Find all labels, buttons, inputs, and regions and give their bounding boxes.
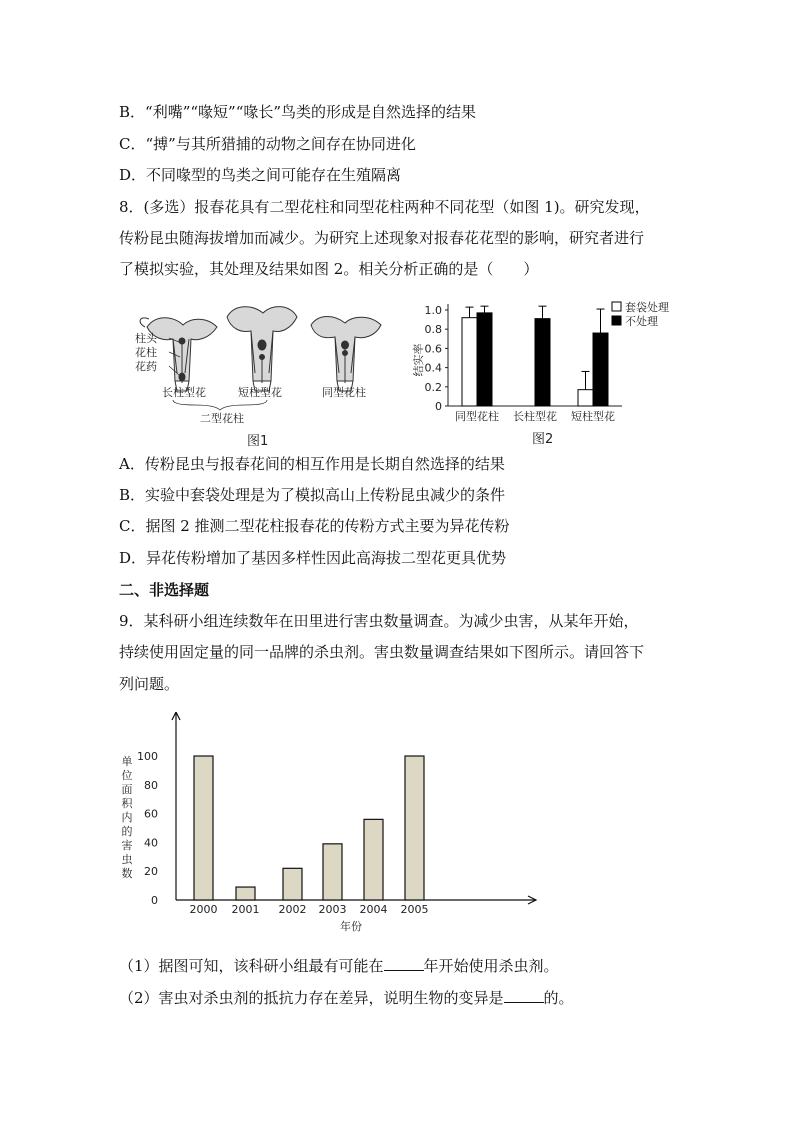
q8-option-b: B．实验中套袋处理是为了模拟高山上传粉昆虫减少的条件 bbox=[119, 486, 506, 504]
fig2-legend-swatch bbox=[612, 316, 621, 325]
q9-sub-1-text-before: （1）据图可知，该科研小组最有可能在 bbox=[119, 957, 384, 975]
pest-ylabel-char: 面 bbox=[121, 783, 133, 796]
pest-y-tick-label: 20 bbox=[144, 865, 158, 879]
q9-sub-2-text-before: （2）害虫对杀虫剂的抵抗力存在差异，说明生物的变异是 bbox=[119, 989, 504, 1007]
pest-ylabel-char: 数 bbox=[121, 867, 133, 880]
pest-x-tick-label: 2005 bbox=[400, 903, 429, 916]
pest-y-tick-label: 60 bbox=[144, 807, 158, 821]
fig2-x-tick-label: 同型花柱 bbox=[455, 410, 499, 423]
fig2-x-tick-label: 长柱型花 bbox=[513, 410, 557, 423]
pest-bar bbox=[364, 819, 383, 900]
q9-stem-line-2: 持续使用固定量的同一品牌的杀虫剂。害虫数量调查结果如下图所示。请回答下 bbox=[119, 643, 645, 661]
fig2-y-tick-label: 0.2 bbox=[424, 380, 442, 394]
pest-x-tick-label: 2002 bbox=[278, 903, 307, 916]
pest-ylabel-char: 害 bbox=[121, 839, 133, 852]
pest-bar bbox=[283, 868, 302, 900]
pest-bar bbox=[236, 887, 255, 900]
label-long-style: 长柱型花 bbox=[162, 386, 206, 399]
pest-y-tick-label: 100 bbox=[137, 750, 158, 763]
q7-option-b: B．“利嘴”“喙短”“喙长”鸟类的形成是自然选择的结果 bbox=[119, 103, 477, 121]
fig2-bar bbox=[477, 313, 492, 406]
short-style-flower-icon bbox=[227, 307, 297, 391]
q9-sub-1-answer-blank[interactable] bbox=[384, 956, 424, 971]
q8-stem-line-3: 了模拟实验，其处理及结果如图 2。相关分析正确的是（ ） bbox=[119, 260, 539, 278]
q9-sub-1-text-after: 年开始使用杀虫剂。 bbox=[423, 957, 559, 975]
fig2-x-tick-label: 短柱型花 bbox=[571, 410, 615, 423]
q9-sub-1 bbox=[119, 956, 559, 976]
q7-option-c: C．“搏”与其所猎捕的动物之间存在协同进化 bbox=[119, 135, 416, 153]
fig2-ylabel: 结实率 bbox=[412, 343, 425, 377]
pest-y-tick-label: 0 bbox=[151, 894, 158, 907]
fig2-legend-label: 套袋处理 bbox=[625, 301, 669, 314]
q9-stem-line-3: 列问题。 bbox=[119, 675, 180, 693]
label-homostyle: 同型花柱 bbox=[322, 386, 366, 399]
fig2-legend-label: 不处理 bbox=[625, 315, 658, 328]
q8-option-a: A．传粉昆虫与报春花间的相互作用是长期自然选择的结果 bbox=[119, 455, 505, 473]
pest-ylabel-char: 积 bbox=[121, 797, 133, 810]
fig2-y-tick-label: 0.8 bbox=[424, 323, 442, 337]
fig2-y-tick-label: 0.4 bbox=[424, 361, 442, 375]
q9-stem-line-1: 9．某科研小组连续数年在田里进行害虫数量调查。为减少虫害，从某年开始， bbox=[119, 612, 639, 630]
figure-1-flower-diagram bbox=[135, 295, 390, 450]
fig2-bar bbox=[462, 318, 477, 406]
q8-option-d: D．异花传粉增加了基因多样性因此高海拔二型花更具优势 bbox=[119, 549, 507, 567]
q8-option-c: C．据图 2 推测二型花柱报春花的传粉方式主要为异花传粉 bbox=[119, 517, 510, 535]
q9-sub-2-text-after: 的。 bbox=[543, 989, 574, 1007]
fig2-y-tick-label: 0 bbox=[435, 400, 442, 413]
pest-x-tick-label: 2004 bbox=[359, 903, 388, 916]
q7-option-d: D．不同喙型的鸟类之间可能存在生殖隔离 bbox=[119, 166, 402, 184]
fig2-bar bbox=[593, 333, 608, 406]
pest-count-chart bbox=[118, 712, 558, 940]
q8-stem-line-2: 传粉昆虫随海拔增加而减少。为研究上述现象对报春花花型的影响，研究者进行 bbox=[119, 229, 645, 247]
fig2-bar bbox=[578, 390, 593, 406]
pest-ylabel-char: 位 bbox=[121, 769, 133, 782]
label-style: 花柱 bbox=[135, 346, 157, 359]
figure-2-chart bbox=[400, 292, 680, 452]
figure-2-caption: 图2 bbox=[532, 432, 554, 447]
q9-sub-2-answer-blank[interactable] bbox=[504, 988, 544, 1003]
pest-ylabel-char: 内 bbox=[121, 811, 133, 824]
label-distyly-group: 二型花柱 bbox=[200, 412, 244, 425]
homostyle-flower-icon bbox=[311, 317, 381, 392]
fig2-y-tick-label: 0.6 bbox=[424, 342, 442, 356]
pest-y-tick-label: 80 bbox=[144, 778, 158, 792]
pest-x-tick-label: 2003 bbox=[318, 903, 347, 916]
pest-chart-ylabel bbox=[122, 755, 134, 880]
section-2-title: 二、非选择题 bbox=[119, 581, 210, 599]
pest-ylabel-char: 单 bbox=[121, 755, 133, 768]
fig2-legend-swatch bbox=[612, 302, 621, 311]
pest-bar bbox=[194, 756, 213, 900]
pest-x-tick-label: 2000 bbox=[189, 903, 218, 916]
brace bbox=[173, 400, 267, 410]
figure-1-caption: 图1 bbox=[247, 434, 269, 449]
label-anther: 花药 bbox=[135, 360, 157, 373]
pest-y-tick-label: 40 bbox=[144, 836, 158, 850]
pest-bar bbox=[323, 844, 342, 900]
q9-sub-2 bbox=[119, 988, 574, 1008]
q8-stem-line-1: 8．(多选）报春花具有二型花柱和同型花柱两种不同花型（如图 1)。研究发现， bbox=[119, 198, 650, 216]
label-stigma: 柱头 bbox=[135, 332, 157, 345]
fig2-bar bbox=[535, 319, 550, 406]
fig2-y-tick-label: 1.0 bbox=[424, 304, 442, 317]
pest-ylabel-char: 的 bbox=[121, 825, 133, 838]
pest-ylabel-char: 虫 bbox=[121, 853, 133, 866]
pest-bar bbox=[405, 756, 424, 900]
label-short-style: 短柱型花 bbox=[238, 386, 282, 399]
pest-chart-xlabel: 年份 bbox=[340, 920, 362, 933]
pest-x-tick-label: 2001 bbox=[231, 903, 260, 916]
